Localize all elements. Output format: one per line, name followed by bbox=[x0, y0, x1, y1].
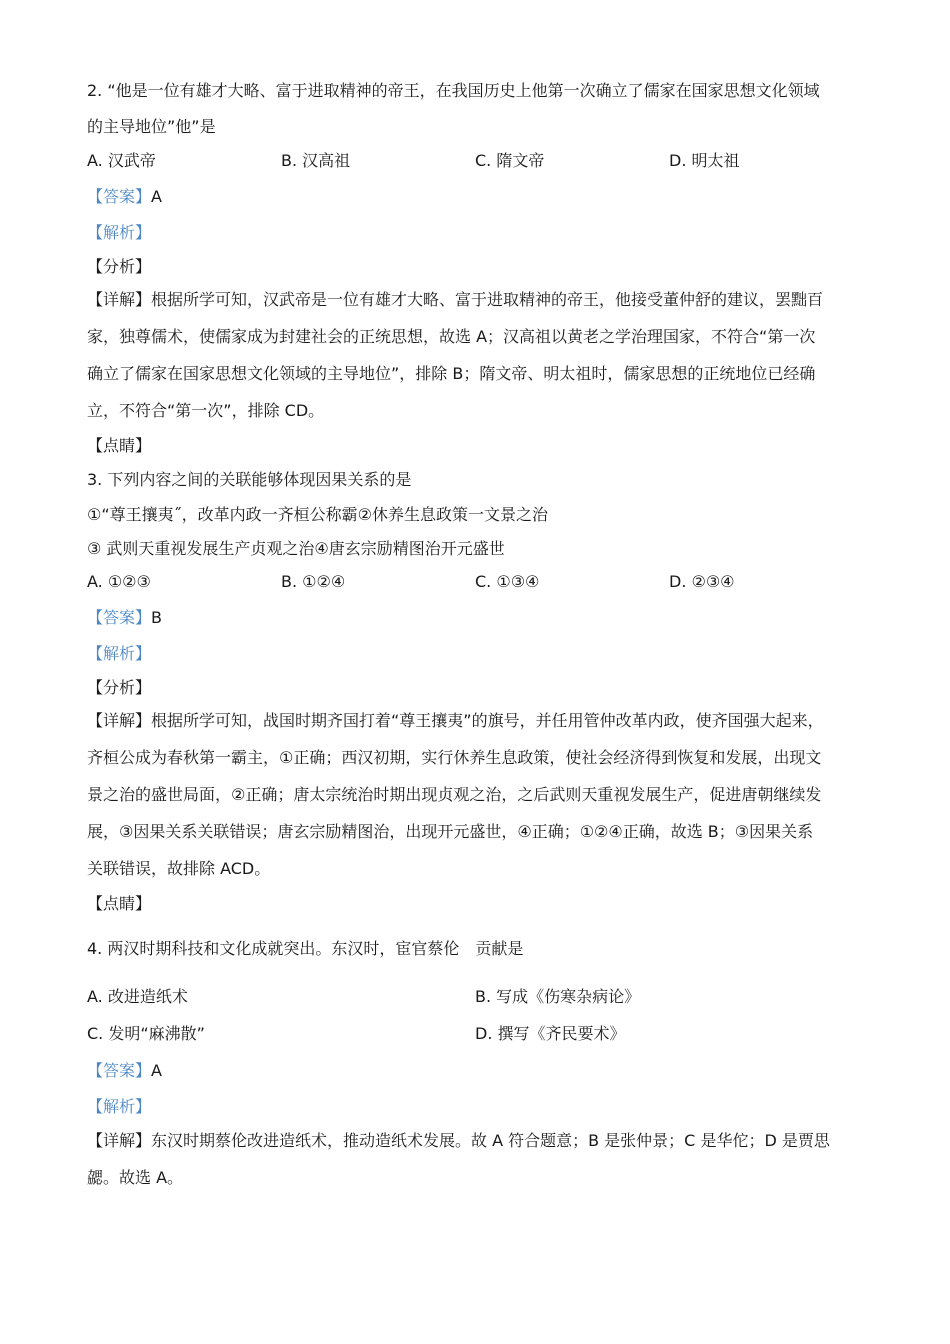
q3-fenxi-tag: 【分析】 bbox=[87, 678, 152, 697]
q2-detail-line3: 确立了儒家在国家思想文化领域的主导地位”，排除 B；隋文帝、明太祖时，儒家思想的正统地位已经确 bbox=[87, 364, 816, 383]
q4-detail-line2: 勰。故选 A。 bbox=[87, 1168, 184, 1187]
q2-detail-line2: 家，独尊儒术，使儒家成为封建社会的正统思想，故选 A；汉高祖以黄老之学治理国家，不符合“第一次 bbox=[87, 327, 816, 346]
q3-detail-line4: 展，③因果关系关联错误；唐玄宗励精图治，出现开元盛世，④正确；①②④正确，故选 B；③因果关系 bbox=[87, 822, 814, 841]
q4-jiexi-tag: 【解析】 bbox=[87, 1097, 152, 1116]
q4-option-a: A. 改进造纸术 bbox=[87, 987, 188, 1006]
q4-answer-value: A bbox=[151, 1061, 162, 1080]
q2-option-c: C. 隋文帝 bbox=[475, 151, 545, 170]
q3-detail-line5: 关联错误，故排除 ACD。 bbox=[87, 859, 271, 878]
q4-option-b: B. 写成《伤寒杂病论》 bbox=[475, 987, 641, 1006]
q4-option-c: C. 发明“麻沸散” bbox=[87, 1024, 205, 1043]
q2-answer-tag: 【答案】 bbox=[87, 187, 152, 206]
q2-answer bbox=[87, 187, 162, 207]
q2-jiexi-tag: 【解析】 bbox=[87, 223, 152, 242]
q2-dianjing-tag: 【点睛】 bbox=[87, 436, 152, 455]
q3-answer-value: B bbox=[151, 608, 162, 627]
q3-items-line2: ③ 武则天重视发展生产贞观之治④唐玄宗励精图治开元盛世 bbox=[87, 539, 505, 558]
q3-dianjing-tag: 【点睛】 bbox=[87, 894, 152, 913]
q2-option-b: B. 汉高祖 bbox=[281, 151, 351, 170]
q2-option-d: D. 明太祖 bbox=[669, 151, 740, 170]
q4-option-d: D. 撰写《齐民要术》 bbox=[475, 1024, 626, 1043]
q3-stem: 3. 下列内容之间的关联能够体现因果关系的是 bbox=[87, 470, 412, 489]
q4-stem: 4. 两汉时期科技和文化成就突出。东汉时，宦官蔡伦 贡献是 bbox=[87, 939, 524, 958]
q4-detail-line1: 【详解】东汉时期蔡伦改进造纸术，推动造纸术发展。故 A 符合题意；B 是张仲景；C 是华佗；D 是贾思 bbox=[87, 1131, 830, 1150]
q4-answer-tag: 【答案】 bbox=[87, 1061, 152, 1080]
q3-detail-line2: 齐桓公成为春秋第一霸主，①正确；西汉初期，实行休养生息政策，使社会经济得到恢复和发展，出现文 bbox=[87, 748, 822, 767]
q4-answer bbox=[87, 1061, 162, 1081]
q3-option-a: A. ①②③ bbox=[87, 572, 151, 591]
q3-option-b: B. ①②④ bbox=[281, 572, 346, 591]
q2-option-a: A. 汉武帝 bbox=[87, 151, 156, 170]
q3-answer bbox=[87, 608, 162, 628]
q3-items-line1: ①“尊王攘夷˝，改革内政一齐桓公称霸②休养生息政策一文景之治 bbox=[87, 505, 548, 524]
q3-jiexi-tag: 【解析】 bbox=[87, 644, 152, 663]
q3-answer-tag: 【答案】 bbox=[87, 608, 152, 627]
q2-answer-value: A bbox=[151, 187, 162, 206]
q2-stem-line1: 2. “他是一位有雄才大略、富于进取精神的帝王，在我国历史上他第一次确立了儒家在国家思想文化领域 bbox=[87, 81, 820, 100]
q3-detail-line1: 【详解】根据所学可知，战国时期齐国打着“尊王攘夷”的旗号，并任用管仲改革内政，使齐国强大起来， bbox=[87, 711, 824, 730]
q2-detail-line4: 立，不符合“第一次”，排除 CD。 bbox=[87, 401, 325, 420]
q2-stem-line2: 的主导地位”他”是 bbox=[87, 117, 216, 136]
q3-detail-line3: 景之治的盛世局面，②正确；唐太宗统治时期出现贞观之治，之后武则天重视发展生产，促进唐朝继续发 bbox=[87, 785, 822, 804]
q2-fenxi-tag: 【分析】 bbox=[87, 257, 152, 276]
q3-option-c: C. ①③④ bbox=[475, 572, 540, 591]
q3-option-d: D. ②③④ bbox=[669, 572, 735, 591]
q2-detail-line1: 【详解】根据所学可知，汉武帝是一位有雄才大略、富于进取精神的帝王，他接受董仲舒的建议，罢黜百 bbox=[87, 290, 824, 309]
